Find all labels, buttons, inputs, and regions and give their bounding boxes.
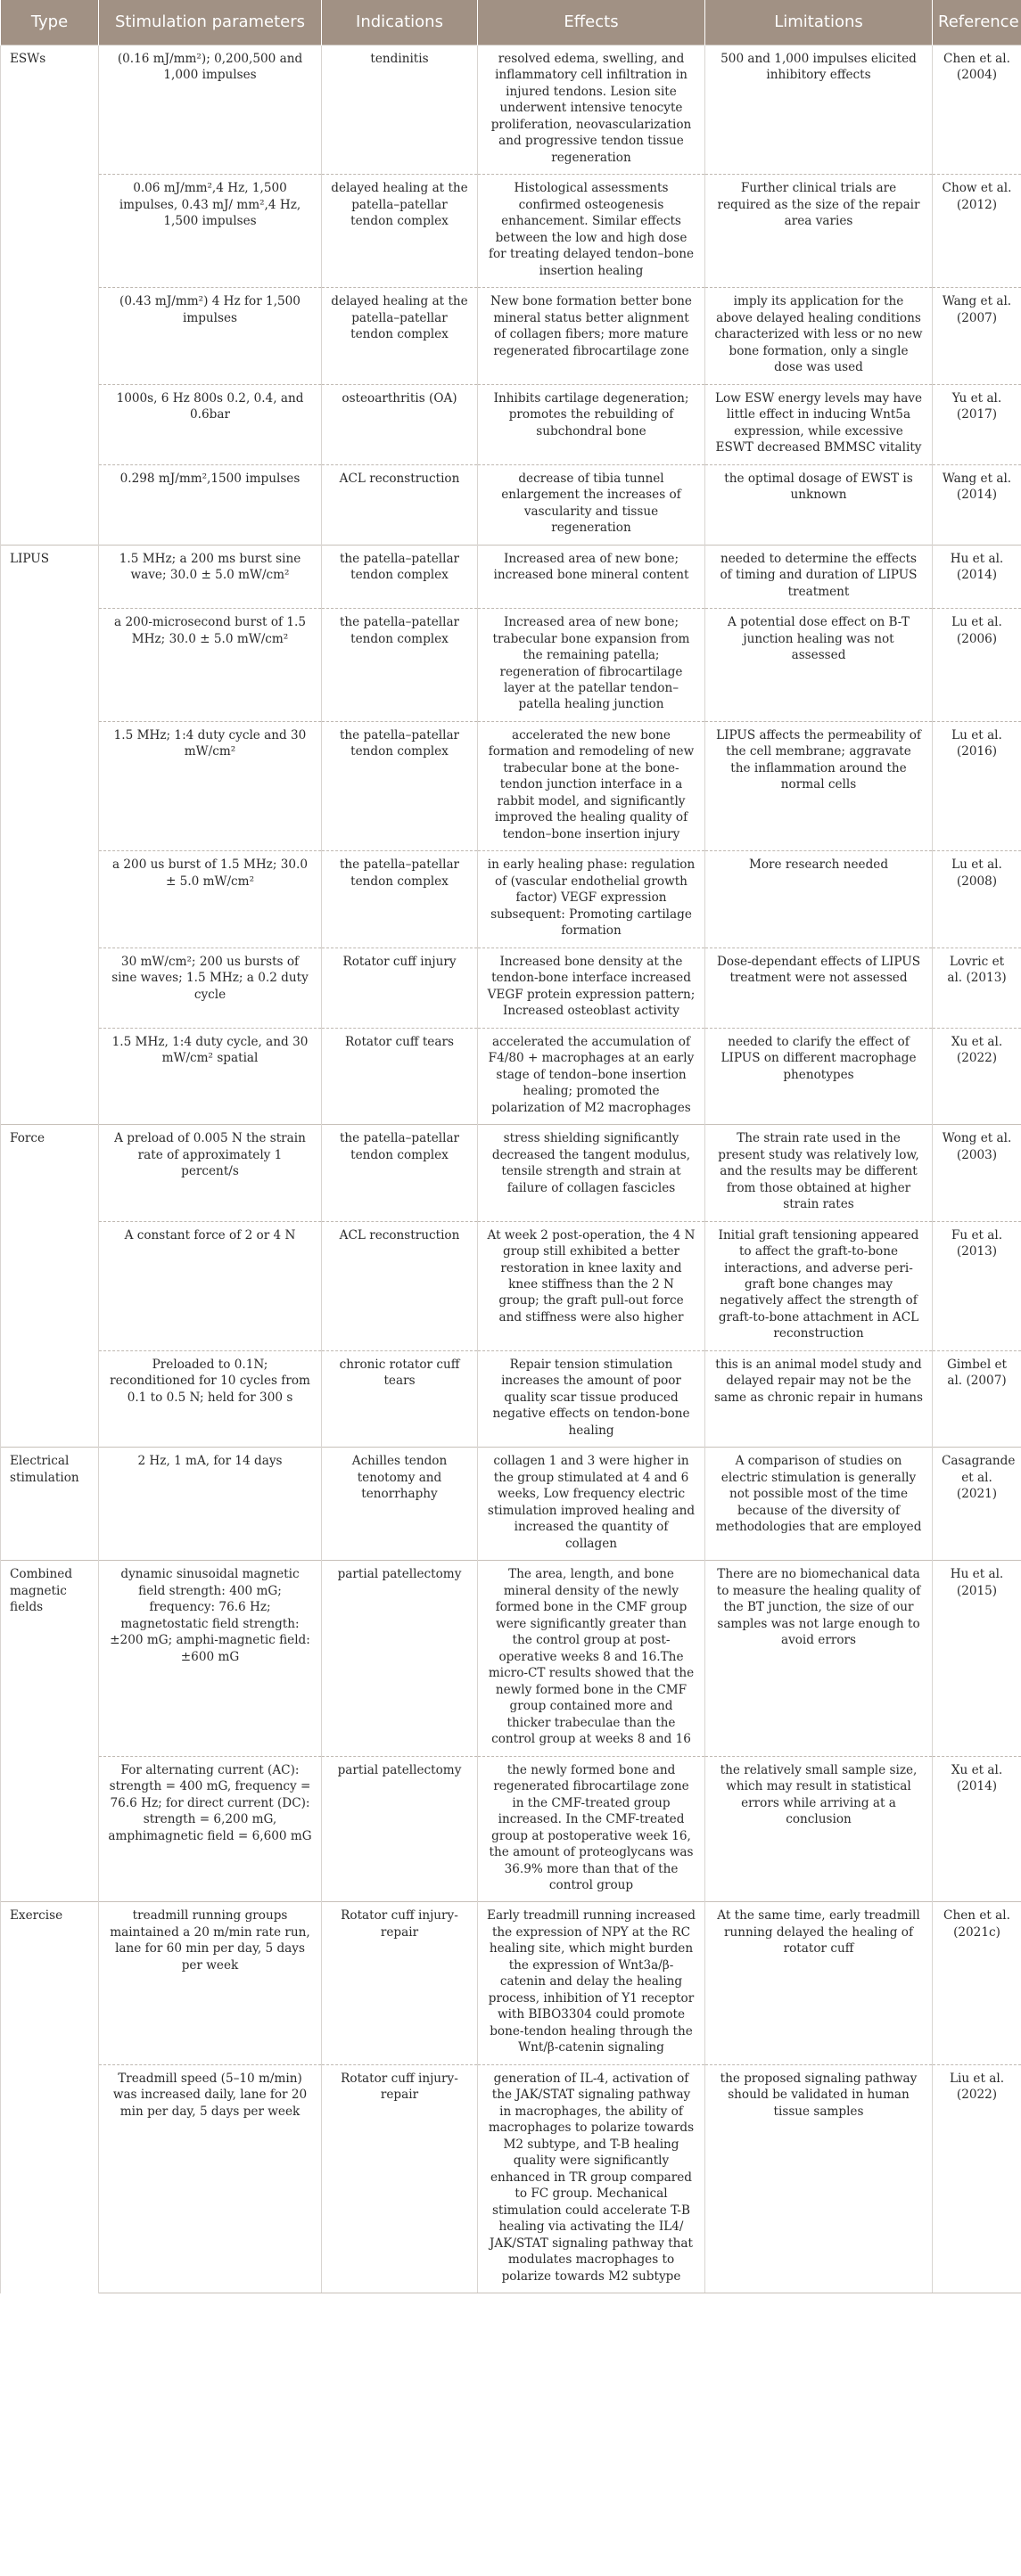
stimulation-parameters-text: 0.06 mJ/mm²,4 Hz, 1,500 impulses, 0.43 mJ/ mm²,4 Hz, 1,500 impulses bbox=[119, 181, 305, 229]
effects-cell bbox=[478, 1221, 705, 1350]
indication-text: partial patellectomy bbox=[337, 1762, 462, 1777]
indication-text: partial patellectomy bbox=[337, 1567, 462, 1582]
stimulation-parameters-text: (0.16 mJ/mm²); 0,200,500 and 1,000 impulses bbox=[117, 52, 307, 83]
stimulation-parameters-text: 1.5 MHz, 1:4 duty cycle, and 30 mW/cm² spatial bbox=[111, 1034, 312, 1066]
limitations-cell bbox=[705, 1561, 933, 1756]
limitations-cell bbox=[705, 1902, 933, 2064]
reference-text: Lu et al. (2016) bbox=[951, 727, 1007, 759]
effects-cell bbox=[478, 1561, 705, 1756]
table-row bbox=[1, 1221, 1021, 1350]
indication-cell bbox=[322, 851, 478, 948]
indication-text: Rotator cuff injury-repair bbox=[341, 1908, 458, 1940]
table-row bbox=[1, 464, 1021, 545]
effects-text: Inhibits cartilage degeneration; promotes the rebuilding of subchondral bone bbox=[493, 390, 693, 439]
effects-cell bbox=[478, 2064, 705, 2293]
indication-cell bbox=[322, 384, 478, 464]
effects-text: Repair tension stimulation increases the amount of poor quality scar tissue produced negative effects on tendon-bone healing bbox=[492, 1357, 694, 1438]
effects-cell bbox=[478, 1902, 705, 2064]
table-row bbox=[1, 545, 1021, 608]
reference-text: Chow et al. (2012) bbox=[942, 181, 1016, 212]
indication-text: ACL reconstruction bbox=[339, 471, 460, 486]
stimulation-parameters-cell bbox=[99, 1448, 322, 1561]
reference-cell bbox=[933, 1448, 1021, 1561]
reference-cell bbox=[933, 2064, 1021, 2293]
indication-text: Rotator cuff injury-repair bbox=[341, 2071, 458, 2103]
limitations-cell bbox=[705, 288, 933, 384]
stimulation-parameters-cell bbox=[99, 1221, 322, 1350]
stimulation-parameters-cell bbox=[99, 545, 322, 608]
effects-text: collagen 1 and 3 were higher in the group stimulated at 4 and 6 weeks, Low frequency electric stimulation improved healing and increased the quantity of collagen bbox=[487, 1454, 699, 1551]
limitations-text: the proposed signaling pathway should be validated in human tissue samples bbox=[720, 2071, 921, 2119]
indication-text: the patella–patellar tendon complex bbox=[339, 857, 464, 889]
limitations-text: There are no biomechanical data to measure the healing quality of the BT junction, the size of our samples was not large enough to avoid errors bbox=[716, 1567, 925, 1648]
indication-text: delayed healing at the patella–patellar tendon complex bbox=[331, 181, 473, 229]
stimulation-parameters-text: 1.5 MHz; a 200 ms burst sine wave; 30.0 ± 5.0 mW/cm² bbox=[119, 551, 305, 583]
stimulation-parameters-text: 1.5 MHz; 1:4 duty cycle and 30 mW/cm² bbox=[113, 727, 310, 759]
reference-text: Wang et al. (2007) bbox=[942, 294, 1016, 325]
stimulation-parameters-text: a 200 us burst of 1.5 MHz; 30.0 ± 5.0 mW/cm² bbox=[111, 857, 312, 889]
limitations-cell bbox=[705, 1028, 933, 1124]
indication-cell bbox=[322, 1448, 478, 1561]
effects-cell bbox=[478, 609, 705, 722]
stimulation-parameters-cell bbox=[99, 1125, 322, 1221]
reference-text: Xu et al. (2014) bbox=[951, 1762, 1007, 1794]
effects-text: The area, length, and bone mineral density of the newly formed bone in the CMF group were significantly greater than the control group at post-operative weeks 8 and 16.The micro-CT results showed that the newly formed bone in the CMF group contained more and thicker trabeculae than the control group at weeks 8 and 16 bbox=[488, 1567, 698, 1747]
stimulation-parameters-cell bbox=[99, 609, 322, 722]
reference-cell bbox=[933, 384, 1021, 464]
reference-cell bbox=[933, 721, 1021, 850]
stimulation-parameters-text: Treadmill speed (5–10 m/min) was increased daily, lane for 20 min per day, 5 days per week bbox=[112, 2071, 311, 2119]
indication-cell bbox=[322, 609, 478, 722]
indication-text: ACL reconstruction bbox=[339, 1227, 460, 1243]
reference-cell bbox=[933, 45, 1021, 175]
effects-cell bbox=[478, 384, 705, 464]
table-row bbox=[1, 1448, 1021, 1561]
reference-text: Liu et al. (2022) bbox=[949, 2071, 1009, 2103]
limitations-text: Dose-dependant effects of LIPUS treatment were not assessed bbox=[716, 954, 925, 986]
stimulation-parameters-cell bbox=[99, 1756, 322, 1902]
limitations-text: More research needed bbox=[748, 857, 889, 873]
reference-cell bbox=[933, 609, 1021, 722]
indication-cell bbox=[322, 948, 478, 1028]
limitations-cell bbox=[705, 1125, 933, 1221]
stimulation-parameters-cell bbox=[99, 1902, 322, 2064]
effects-text: generation of IL-4, activation of the JAK/STAT signaling pathway in macrophages, the ability of macrophages to polarize towards M2 subtype, and T-B healing quality were significantly enhanced in TR group compared to FC group. Mechanical stimulation could accelerate T-B healing via activating the IL4/ JAK/STAT signaling pathway that modulates macrophages to polarize towards M2 subtype bbox=[488, 2071, 698, 2284]
limitations-cell bbox=[705, 2064, 933, 2293]
limitations-cell bbox=[705, 1448, 933, 1561]
effects-text: decrease of tibia tunnel enlargement the increases of vascularity and tissue regeneration bbox=[501, 471, 686, 536]
indication-text: Rotator cuff injury bbox=[342, 954, 457, 969]
limitations-cell bbox=[705, 384, 933, 464]
indication-text: delayed healing at the patella–patellar tendon complex bbox=[331, 294, 473, 342]
limitations-text: this is an animal model study and delayed repair may not be the same as chronic repair in humans bbox=[714, 1357, 926, 1405]
indication-text: the patella–patellar tendon complex bbox=[339, 615, 464, 646]
effects-text: Histological assessments confirmed osteogenesis enhancement. Similar effects between the low and high dose for treating delayed tendon–bone insertion healing bbox=[488, 181, 698, 278]
limitations-text: needed to determine the effects of timing and duration of LIPUS treatment bbox=[720, 551, 921, 599]
stimulation-parameters-text: (0.43 mJ/mm²) 4 Hz for 1,500 impulses bbox=[119, 294, 305, 325]
effects-cell bbox=[478, 948, 705, 1028]
stimulation-parameters-text: A constant force of 2 or 4 N bbox=[124, 1227, 296, 1243]
stimulation-parameters-cell bbox=[99, 384, 322, 464]
indication-cell bbox=[322, 464, 478, 545]
reference-text: Fu et al. (2013) bbox=[951, 1227, 1007, 1259]
limitations-text: 500 and 1,000 impulses elicited inhibitory effects bbox=[720, 52, 921, 83]
table-header bbox=[1, 0, 1021, 45]
effects-cell bbox=[478, 1448, 705, 1561]
effects-cell bbox=[478, 721, 705, 850]
stimulation-parameters-text: treadmill running groups maintained a 20 m/min rate run, lane for 60 min per day, 5 days per week bbox=[110, 1908, 315, 1973]
stimulation-parameters-text: dynamic sinusoidal magnetic field strength: 400 mG; frequency: 76.6 Hz; magnetostatic field strength: ±200 mG; amphi-magnetic field: ±600 mG bbox=[110, 1567, 315, 1664]
indication-text: Rotator cuff tears bbox=[345, 1034, 454, 1049]
indication-cell bbox=[322, 288, 478, 384]
effects-cell bbox=[478, 1350, 705, 1447]
reference-text: Gimbel et al. (2007) bbox=[946, 1357, 1011, 1389]
effects-text: the newly formed bone and regenerated fibrocartilage zone in the CMF-treated group increased. In the CMF-treated group at postoperative week 16, the amount of proteoglycans was 36.9% more than that of the control group bbox=[489, 1762, 697, 1892]
reference-cell bbox=[933, 1221, 1021, 1350]
effects-text: Early treadmill running increased the expression of NPY at the RC healing site, which might burden the expression of Wnt3a/β-catenin and delay the healing process, inhibition of Y1 receptor with BIBO3304 could promote bone-tendon healing through the Wnt/β-catenin signaling bbox=[487, 1908, 700, 2055]
effects-text: Increased bone density at the tendon-bone interface increased VEGF protein expression pattern; Increased osteoblast activity bbox=[487, 954, 699, 1019]
indication-text: the patella–patellar tendon complex bbox=[339, 551, 464, 583]
header-stimulation-parameters: Stimulation parameters bbox=[99, 0, 322, 45]
table-row bbox=[1, 1756, 1021, 1902]
type-cell: ESWs bbox=[1, 45, 99, 546]
reference-cell bbox=[933, 175, 1021, 288]
effects-text: Increased area of new bone; trabecular bone expansion from the remaining patella; regeneration of fibrocartilage layer at the patellar tendon–patella healing junction bbox=[492, 615, 694, 712]
indication-text: the patella–patellar tendon complex bbox=[339, 727, 464, 759]
type-cell: Force bbox=[1, 1125, 99, 1448]
reference-cell bbox=[933, 948, 1021, 1028]
effects-text: stress shielding significantly decreased the tangent modulus, tensile strength and strain at failure of collagen fascicles bbox=[491, 1131, 695, 1195]
effects-cell bbox=[478, 464, 705, 545]
indication-cell bbox=[322, 175, 478, 288]
reference-cell bbox=[933, 851, 1021, 948]
indication-cell bbox=[322, 545, 478, 608]
indication-cell bbox=[322, 45, 478, 175]
stimulation-parameters-cell bbox=[99, 288, 322, 384]
type-cell: Exercise bbox=[1, 1902, 99, 2293]
limitations-text: Initial graft tensioning appeared to affect the graft-to-bone interactions, and adverse peri-graft bone changes may negatively affect the strength of graft-to-bone attachment in ACL reconstruction bbox=[718, 1227, 923, 1341]
reference-text: Lovric et al. (2013) bbox=[947, 954, 1009, 986]
effects-cell bbox=[478, 288, 705, 384]
effects-cell bbox=[478, 1125, 705, 1221]
stimulation-parameters-cell bbox=[99, 464, 322, 545]
reference-text: Hu et al. (2015) bbox=[950, 1567, 1008, 1598]
reference-cell bbox=[933, 545, 1021, 608]
reference-cell bbox=[933, 1756, 1021, 1902]
effects-text: accelerated the new bone formation and remodeling of new trabecular bone at the bone-tendon junction interface in a rabbit model, and significantly improved the healing quality of tendon–bone insertion injury bbox=[488, 727, 698, 841]
indication-text: Achilles tendon tenotomy and tenorrhaphy bbox=[351, 1454, 451, 1502]
effects-cell bbox=[478, 1028, 705, 1124]
indication-text: chronic rotator cuff tears bbox=[339, 1357, 464, 1389]
limitations-cell bbox=[705, 545, 933, 608]
limitations-text: A potential dose effect on B-T junction healing was not assessed bbox=[728, 615, 914, 663]
stimulation-parameters-text: 30 mW/cm²; 200 us bursts of sine waves; 1.5 MHz; a 0.2 duty cycle bbox=[111, 954, 313, 1002]
indication-cell bbox=[322, 721, 478, 850]
reference-cell bbox=[933, 1350, 1021, 1447]
effects-cell bbox=[478, 175, 705, 288]
limitations-text: the relatively small sample size, which may result in statistical errors while arriving at a conclusion bbox=[720, 1762, 921, 1827]
limitations-text: The strain rate used in the present study was relatively low, and the results may be different from those obtained at higher strain rates bbox=[718, 1131, 924, 1212]
reference-text: Yu et al. (2017) bbox=[951, 390, 1006, 422]
effects-cell bbox=[478, 851, 705, 948]
table-row bbox=[1, 1028, 1021, 1124]
type-cell: Electrical stimulation bbox=[1, 1448, 99, 1561]
indication-cell bbox=[322, 1350, 478, 1447]
limitations-text: A comparison of studies on electric stimulation is generally not possible most of the time because of the diversity of methodologies that are employed bbox=[715, 1454, 922, 1535]
effects-cell bbox=[478, 545, 705, 608]
table-row bbox=[1, 609, 1021, 722]
indication-cell bbox=[322, 2064, 478, 2293]
table-row bbox=[1, 721, 1021, 850]
limitations-text: At the same time, early treadmill running delayed the healing of rotator cuff bbox=[717, 1908, 925, 1957]
reference-cell bbox=[933, 1902, 1021, 2064]
limitations-text: imply its application for the above delayed healing conditions characterized with less or no new bone formation, only a single dose was used bbox=[714, 294, 926, 375]
stimulation-parameters-cell bbox=[99, 851, 322, 948]
reference-cell bbox=[933, 288, 1021, 384]
reference-text: Wong et al. (2003) bbox=[942, 1131, 1016, 1162]
limitations-cell bbox=[705, 1350, 933, 1447]
limitations-cell bbox=[705, 45, 933, 175]
effects-text: New bone formation better bone mineral status better alignment of collagen fibers; more mature regenerated fibrocartilage zone bbox=[490, 294, 696, 358]
effects-cell bbox=[478, 1756, 705, 1902]
indication-cell bbox=[322, 1756, 478, 1902]
limitations-text: needed to clarify the effect of LIPUS on different macrophage phenotypes bbox=[720, 1034, 920, 1082]
header-limitations: Limitations bbox=[705, 0, 933, 45]
stimulation-parameters-cell bbox=[99, 1350, 322, 1447]
limitations-cell bbox=[705, 851, 933, 948]
header-reference: Reference bbox=[933, 0, 1021, 45]
stimulation-parameters-cell bbox=[99, 948, 322, 1028]
stimulation-parameters-text: 0.298 mJ/mm²,1500 impulses bbox=[119, 471, 301, 486]
stimulation-parameters-cell bbox=[99, 1028, 322, 1124]
reference-text: Lu et al. (2008) bbox=[951, 857, 1007, 889]
stimulation-parameters-cell bbox=[99, 45, 322, 175]
reference-text: Wang et al. (2014) bbox=[942, 471, 1016, 503]
indication-cell bbox=[322, 1028, 478, 1124]
limitations-cell bbox=[705, 948, 933, 1028]
effects-text: in early healing phase: regulation of (vascular endothelial growth factor) VEGF expression subsequent: Promoting cartilage formation bbox=[487, 857, 699, 939]
indication-text: tendinitis bbox=[370, 52, 429, 66]
reference-text: Lu et al. (2006) bbox=[951, 615, 1007, 646]
reference-cell bbox=[933, 1561, 1021, 1756]
reference-text: Xu et al. (2022) bbox=[951, 1034, 1007, 1066]
limitations-cell bbox=[705, 1221, 933, 1350]
reference-text: Chen et al. (2004) bbox=[943, 52, 1015, 83]
table-row bbox=[1, 2064, 1021, 2293]
indication-cell bbox=[322, 1125, 478, 1221]
table-row bbox=[1, 1561, 1021, 1756]
stimulation-parameters-text: 1000s, 6 Hz 800s 0.2, 0.4, and 0.6bar bbox=[116, 390, 308, 422]
header-indications: Indications bbox=[322, 0, 478, 45]
reference-text: Chen et al. (2021c) bbox=[943, 1908, 1015, 1940]
indication-cell bbox=[322, 1902, 478, 2064]
indication-text: the patella–patellar tendon complex bbox=[339, 1131, 464, 1162]
limitations-text: the optimal dosage of EWST is unknown bbox=[724, 471, 918, 503]
effects-text: Increased area of new bone; increased bone mineral content bbox=[493, 551, 689, 583]
indication-text: osteoarthritis (OA) bbox=[342, 390, 457, 406]
effects-text: resolved edema, swelling, and inflammatory cell infiltration in injured tendons. Lesion site underwent intensive tenocyte proliferation, neovascularization and progressive tendon tissue regeneration bbox=[490, 52, 696, 165]
reference-cell bbox=[933, 464, 1021, 545]
table-row bbox=[1, 1902, 1021, 2064]
reference-cell bbox=[933, 1028, 1021, 1124]
limitations-cell bbox=[705, 721, 933, 850]
stimulation-parameters-text: a 200-microsecond burst of 1.5 MHz; 30.0 ± 5.0 mW/cm² bbox=[114, 615, 310, 646]
table-row bbox=[1, 1350, 1021, 1447]
limitations-cell bbox=[705, 1756, 933, 1902]
limitations-cell bbox=[705, 609, 933, 722]
table-row bbox=[1, 288, 1021, 384]
stimulation-parameters-cell bbox=[99, 721, 322, 850]
table-body bbox=[1, 45, 1021, 2293]
stimulation-parameters-text: For alternating current (AC): strength = 400 mG, frequency = 76.6 Hz; for direct current (DC): strength = 6,200 mG, amphimagnetic field = 6,600 mG bbox=[108, 1762, 315, 1843]
type-cell: Combined magnetic fields bbox=[1, 1561, 99, 1902]
stimulation-parameters-cell bbox=[99, 175, 322, 288]
header-type: Type bbox=[1, 0, 99, 45]
stimulation-parameters-text: Preloaded to 0.1N; reconditioned for 10 cycles from 0.1 to 0.5 N; held for 300 s bbox=[110, 1357, 315, 1405]
limitations-cell bbox=[705, 464, 933, 545]
table-row bbox=[1, 948, 1021, 1028]
stimulation-parameters-cell bbox=[99, 2064, 322, 2293]
limitations-text: LIPUS affects the permeability of the cell membrane; aggravate the inflammation around the normal cells bbox=[716, 727, 926, 792]
limitations-text: Low ESW energy levels may have little effect in inducing Wnt5a expression, while excessive ESWT decreased BMMSC vitality bbox=[714, 390, 926, 455]
stimulation-parameters-cell bbox=[99, 1561, 322, 1756]
header-effects: Effects bbox=[478, 0, 705, 45]
table-row bbox=[1, 384, 1021, 464]
effects-text: accelerated the accumulation of F4/80 + macrophages at an early stage of tendon–bone insertion healing; promoted the polarization of M2 macrophages bbox=[488, 1034, 698, 1115]
table-row bbox=[1, 1125, 1021, 1221]
type-cell: LIPUS bbox=[1, 545, 99, 1125]
table-row bbox=[1, 851, 1021, 948]
indication-cell bbox=[322, 1221, 478, 1350]
table-row bbox=[1, 175, 1021, 288]
reference-cell bbox=[933, 1125, 1021, 1221]
reference-text: Casagrande et al. (2021) bbox=[942, 1454, 1019, 1502]
indication-cell bbox=[322, 1561, 478, 1756]
effects-text: At week 2 post-operation, the 4 N group still exhibited a better restoration in knee laxity and knee stiffness than the 2 N group; the graft pull-out force and stiffness were also higher bbox=[487, 1227, 699, 1325]
effects-cell bbox=[478, 45, 705, 175]
limitations-text: Further clinical trials are required as the size of the repair area varies bbox=[717, 181, 924, 229]
stimulation-parameters-text: A preload of 0.005 N the strain rate of approximately 1 percent/s bbox=[114, 1131, 310, 1179]
limitations-cell bbox=[705, 175, 933, 288]
stimulation-parameters-text: 2 Hz, 1 mA, for 14 days bbox=[137, 1454, 283, 1469]
table-row bbox=[1, 45, 1021, 175]
reference-text: Hu et al. (2014) bbox=[950, 551, 1008, 583]
